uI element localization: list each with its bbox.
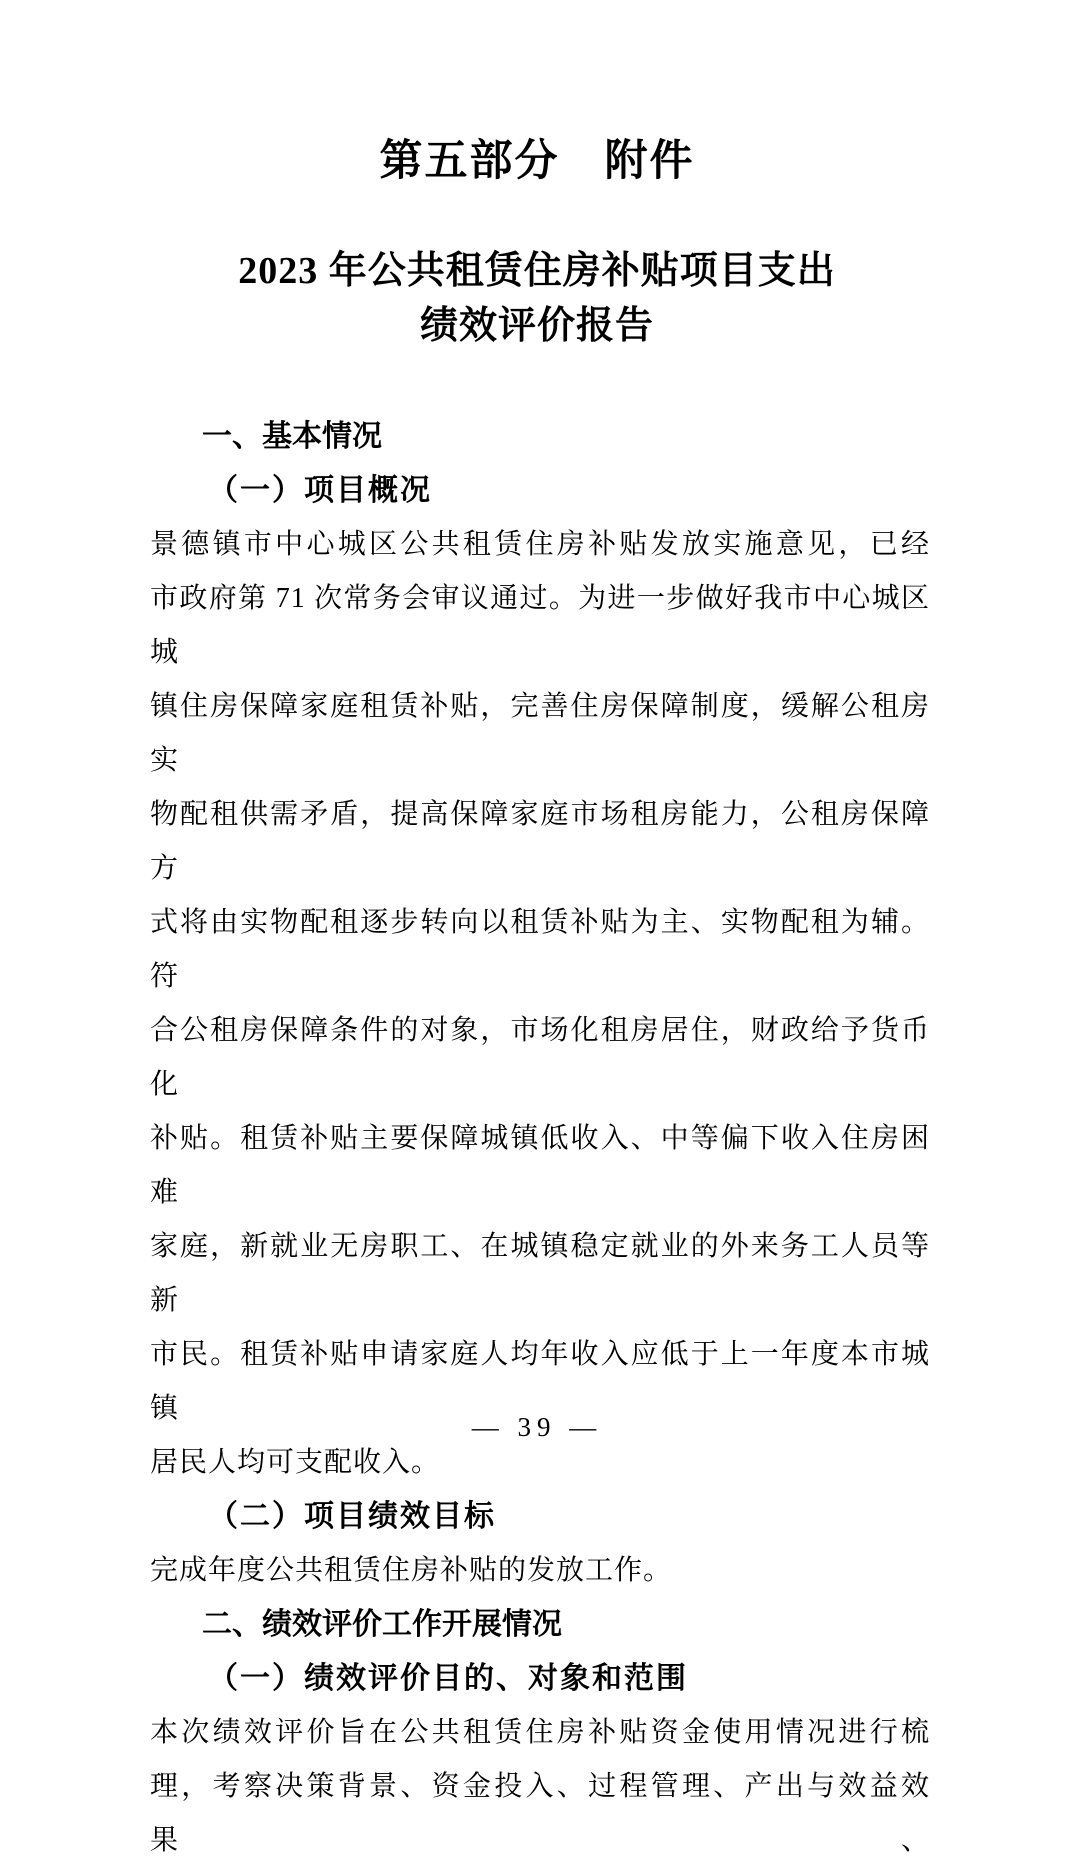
text-line: 理，考察决策背景、资金投入、过程管理、产出与效益效果、 [150,1771,930,1856]
text-line: 市民。租赁补贴申请家庭人均年收入应低于上一年度本市城镇 [150,1339,930,1424]
text-line: 补贴。租赁补贴主要保障城镇低收入、中等偏下收入住房困难 [150,1123,930,1208]
text-line: 完成年度公共租赁住房补贴的发放工作。 [150,1555,673,1586]
text-line: 合公租房保障条件的对象，市场化租房居住，财政给予货币化 [150,1015,930,1100]
text-line: 物配租供需矛盾，提高保障家庭市场租房能力，公租房保障方 [150,799,930,884]
report-title-line-2: 绩效评价报告 [419,305,654,347]
text-line: 式将由实物配租逐步转向以租赁补贴为主、实物配租为辅。符 [150,907,930,992]
section-1-heading: 一、基本情况 [202,420,382,453]
report-title [0,244,1074,354]
paragraph-project-overview [150,518,930,1490]
paragraph-evaluation-purpose [150,1706,930,1868]
section-1-1-heading: （一）项目概况 [208,474,432,507]
section-1-2-heading: （二）项目绩效目标 [208,1500,496,1533]
text-line: 市政府第 71 次常务会审议通过。为进一步做好我市中心城区城 [150,583,930,668]
paragraph-performance-goal [150,1544,930,1598]
report-title-line-1: 2023 年公共租赁住房补贴项目支出 [238,250,836,292]
part-title: 第五部分 附件 [379,137,695,185]
text-line: 本次绩效评价旨在公共租赁住房补贴资金使用情况进行梳 [150,1717,930,1748]
section-2-heading: 二、绩效评价工作开展情况 [202,1608,562,1641]
text-line: 镇住房保障家庭租赁补贴，完善住房保障制度，缓解公租房实 [150,691,930,776]
text-line: 家庭，新就业无房职工、在城镇稳定就业的外来务工人员等新 [150,1231,930,1316]
text-line: 景德镇市中心城区公共租赁住房补贴发放实施意见，已经 [150,529,930,560]
section-2-1-heading: （一）绩效评价目的、对象和范围 [208,1662,688,1695]
document-body [150,410,930,1868]
page-number: — 39 — [471,1412,603,1442]
text-line: 居民人均可支配收入。 [150,1447,441,1478]
